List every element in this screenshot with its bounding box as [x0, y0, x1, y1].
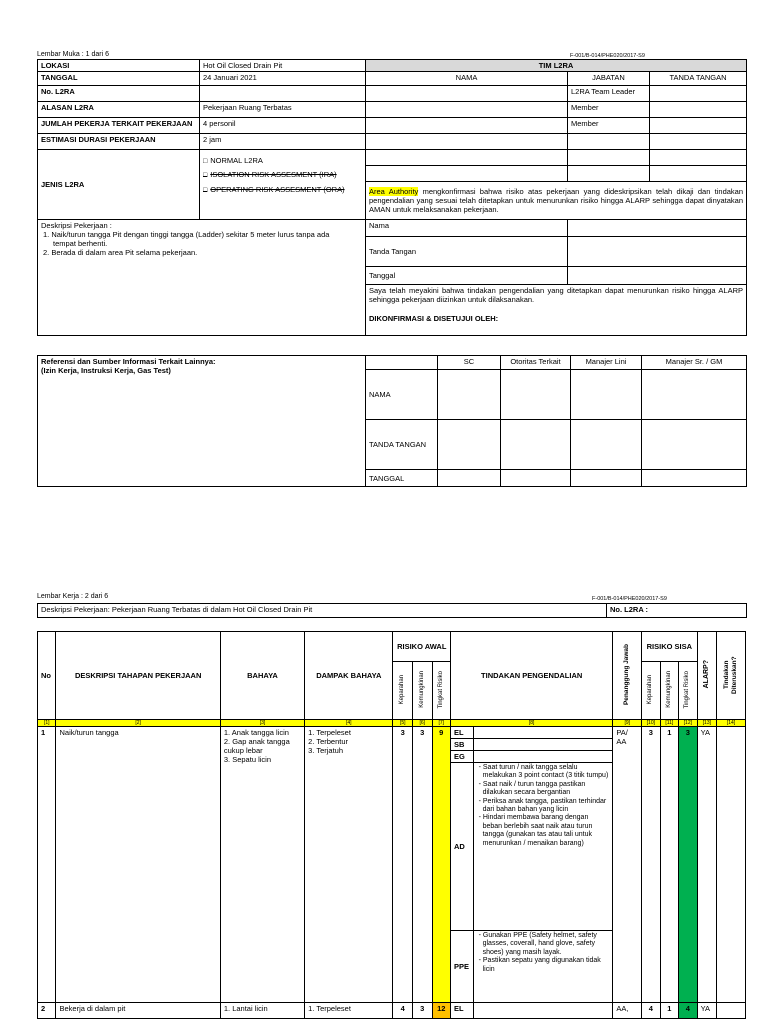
hazard-item: 3. Sepatu licin: [223, 755, 271, 764]
field-value[interactable]: Hot Oil Closed Drain Pit: [200, 60, 366, 72]
confirmed-label: DIKONFIRMASI & DISETUJUI OLEH:: [369, 314, 499, 323]
approval-cell[interactable]: [501, 420, 571, 470]
initial-risk-level: 12: [432, 1003, 451, 1019]
control-item: - Hindari membawa barang dengan beban berlebih saat naik atau turun tangga (gunakan tas atau tali untuk menurunkan / menaikan barang): [483, 814, 610, 848]
approval-statement: [366, 285, 747, 336]
col-alarp: [697, 632, 717, 720]
field-label: ALASAN L2RA: [38, 102, 200, 118]
approval-col: Otoritas Terkait: [501, 356, 571, 370]
ttd-label: Tanda Tangan: [366, 237, 568, 267]
row-impacts: [305, 727, 393, 1003]
initial-severity: 3: [393, 727, 413, 1003]
jenis-options: [200, 150, 366, 220]
control-item: - Gunakan PPE (Safety helmet, safety glasses, coverall, hand glove, safety shoes) yang masih layak.: [483, 932, 610, 957]
row-step: Bekerja di dalam pit: [56, 1003, 220, 1019]
desc-header: Deskripsi Pekerjaan: Pekerjaan Ruang Terbatas di dalam Hot Oil Closed Drain Pit: [38, 604, 607, 618]
reference-sub: (Izin Kerja, Instruksi Kerja, Gas Test): [41, 366, 171, 375]
approval-cell[interactable]: [571, 420, 642, 470]
form-code-2: F-001/B-014/PHE020/2017-S9: [592, 596, 667, 602]
control-code: EG: [451, 751, 474, 763]
team-col-signature: TANDA TANGAN: [650, 72, 747, 86]
approval-cell[interactable]: [571, 470, 642, 487]
col-steps: DESKRIPSI TAHAPAN PEKERJAAN: [56, 632, 220, 720]
work-description: [38, 220, 366, 336]
team-signature-cell[interactable]: [650, 134, 747, 150]
team-name-cell[interactable]: [366, 86, 568, 102]
initial-likelihood: 3: [413, 1003, 433, 1019]
impact-item: 1. Terpeleset: [308, 728, 351, 737]
approval-cell[interactable]: [642, 370, 747, 420]
control-detail: [473, 739, 613, 751]
col-like: Kemungkinan: [665, 671, 672, 708]
field-value[interactable]: 4 personil: [200, 118, 366, 134]
approval-cell[interactable]: [501, 470, 571, 487]
hazard-item: 1. Lantai licin: [220, 1003, 304, 1019]
approval-cell[interactable]: [642, 470, 747, 487]
field-value[interactable]: 24 Januari 2021: [200, 72, 366, 86]
col-number: [1]: [38, 720, 56, 727]
authority-highlight: Area Authority: [369, 187, 419, 196]
residual-likelihood: 1: [660, 727, 678, 1003]
control-detail: [473, 1003, 613, 1019]
team-position: L2RA Team Leader: [568, 86, 650, 102]
control-item: - Saat naik / turun tangga pastikan dilakukan secara bergantian: [483, 781, 610, 798]
cover-sheet-table: [37, 59, 747, 336]
reference-cell: [38, 356, 366, 487]
reference-label: Referensi dan Sumber Informasi Terkait Lainnya:: [41, 357, 216, 366]
col-controls: TINDAKAN PENGENDALIAN: [451, 632, 613, 720]
residual-severity: 3: [642, 727, 660, 1003]
col-number: [8]: [451, 720, 613, 727]
field-label: ESTIMASI DURASI PEKERJAAN: [38, 134, 200, 150]
no-l2ra-label[interactable]: No. L2RA :: [607, 604, 747, 618]
control-item: - Saat turun / naik tangga selalu melakukan 3 point contact (3 titik tumpu): [483, 764, 610, 781]
team-signature-cell[interactable]: [650, 102, 747, 118]
risk-table: [37, 631, 746, 1019]
work-description-item: 1. Naik/turun tangga Pit dengan tinggi tangga (Ladder) sekitar 5 meter lurus tanpa ada tempat berhenti.: [43, 230, 330, 248]
row-followup[interactable]: [717, 1003, 746, 1019]
team-position: Member: [568, 102, 650, 118]
col-like: Kemungkinan: [418, 671, 425, 708]
col-no: No: [38, 632, 56, 720]
col-number: [7]: [432, 720, 451, 727]
field-label: JUMLAH PEKERJA TERKAIT PEKERJAAN: [38, 118, 200, 134]
nama-cell[interactable]: [568, 220, 747, 237]
row-no: 2: [38, 1003, 56, 1019]
col-followup-label: Tindakan Diteruskan?: [723, 655, 739, 694]
control-item: - Pastikan sepatu yang digunakan tidak licin: [483, 957, 610, 974]
team-name-cell[interactable]: [366, 102, 568, 118]
tanggal-cell[interactable]: [568, 267, 747, 285]
table-row: [38, 1003, 746, 1019]
residual-risk-level: 4: [679, 1003, 698, 1019]
col-sev: Keparahan: [647, 674, 654, 705]
col-hazard: BAHAYA: [220, 632, 304, 720]
team-position: Member: [568, 118, 650, 134]
field-value[interactable]: 2 jam: [200, 134, 366, 150]
control-detail: [473, 751, 613, 763]
row-hazards: [220, 727, 304, 1003]
approval-statement-text: Saya telah meyakini bahwa tindakan pengendalian yang ditetapkan dapat menurunkan risiko hingga ALARP sehingga pekerjaan diizinkan untuk dilaksanakan.: [369, 286, 744, 304]
approval-cell[interactable]: [438, 470, 501, 487]
field-label: No. L2RA: [38, 86, 200, 102]
col-level: Tingkat Risiko: [437, 670, 444, 709]
col-initial-risk: RISIKO AWAL: [393, 632, 451, 662]
col-number: [13]: [697, 720, 717, 727]
col-number: [2]: [56, 720, 220, 727]
initial-likelihood: 3: [413, 727, 433, 1003]
impact-item: 1. Terpeleset: [305, 1003, 393, 1019]
jenis-label: JENIS L2RA: [38, 150, 200, 220]
work-description-item: 2. Berada di dalam area Pit selama pekerjaan.: [43, 248, 198, 257]
row-pic: AA,: [613, 1003, 642, 1019]
col-number: [12]: [679, 720, 698, 727]
row-step: Naik/turun tangga: [56, 727, 220, 1003]
team-col-name: NAMA: [366, 72, 568, 86]
control-detail: [473, 727, 613, 739]
approval-col: Manajer Sr. / GM: [642, 356, 747, 370]
approval-table: [37, 355, 747, 487]
residual-likelihood: 1: [660, 1003, 678, 1019]
form-code-1: F-001/B-014/PHE020/2017-S9: [570, 53, 645, 59]
field-value[interactable]: Pekerjaan Ruang Terbatas: [200, 102, 366, 118]
table-row: [38, 727, 746, 739]
work-description-label: Deskripsi Pekerjaan :: [41, 221, 112, 230]
control-code: EL: [451, 1003, 474, 1019]
initial-severity: 4: [393, 1003, 413, 1019]
nama-label: Nama: [366, 220, 568, 237]
hazard-item: 2. Gap anak tangga cukup lebar: [223, 737, 290, 755]
approval-cell[interactable]: [501, 370, 571, 420]
team-name-cell[interactable]: [366, 134, 568, 150]
control-detail-ad: [473, 763, 613, 931]
control-code: EL: [451, 727, 474, 739]
approval-cell[interactable]: [438, 370, 501, 420]
authority-statement: [366, 182, 747, 220]
approval-cell[interactable]: [438, 420, 501, 470]
sheet-label-2: Lembar Kerja : 2 dari 6: [37, 593, 109, 600]
approval-row-label: TANGGAL: [366, 470, 438, 487]
approval-cell[interactable]: [571, 370, 642, 420]
team-col-position: JABATAN: [568, 72, 650, 86]
impact-item: 2. Terbentur: [308, 737, 349, 746]
control-code: AD: [451, 763, 474, 931]
row-pic: PA/ AA: [613, 727, 642, 1003]
initial-risk-level: 9: [432, 727, 451, 1003]
work-sheet-header: [37, 603, 747, 618]
control-code: SB: [451, 739, 474, 751]
jenis-option-ora[interactable]: □ OPERATING RISK ASSESMENT (ORA): [203, 183, 362, 197]
approval-row-label: TANDA TANGAN: [366, 420, 438, 470]
col-number: [6]: [413, 720, 433, 727]
team-signature-cell[interactable]: [650, 118, 747, 134]
sheet-label-1: Lembar Muka : 1 dari 6: [37, 51, 109, 58]
jenis-option-normal[interactable]: □ NORMAL L2RA: [203, 154, 362, 168]
row-followup[interactable]: [717, 727, 746, 1003]
tanggal-label: Tanggal: [366, 267, 568, 285]
col-number: [14]: [717, 720, 746, 727]
col-residual-risk: RISIKO SISA: [642, 632, 697, 662]
field-value[interactable]: [200, 86, 366, 102]
residual-risk-level: 3: [679, 727, 698, 1003]
team-title: TIM L2RA: [366, 60, 747, 72]
approval-cell[interactable]: [642, 420, 747, 470]
col-number: [4]: [305, 720, 393, 727]
col-impact: DAMPAK BAHAYA: [305, 632, 393, 720]
col-followup: [717, 632, 746, 720]
col-number: [3]: [220, 720, 304, 727]
field-label: LOKASI: [38, 60, 200, 72]
authority-text: mengkonfirmasi bahwa risiko atas pekerjaan yang dideskripsikan telah dikaji dan tindakan pengendalian yang sesuai telah ditetapkan untuk menurunkan risiko hingga ALARP sehingga dapat dinyatakan AMAN untuk melaksanakan pekerjaan.: [369, 187, 744, 214]
control-detail-ppe: [473, 931, 613, 1003]
col-number: [9]: [613, 720, 642, 727]
col-pic: [613, 632, 642, 720]
col-sev: Keparahan: [399, 674, 406, 705]
col-number: [10]: [642, 720, 660, 727]
approval-col: Manajer Lini: [571, 356, 642, 370]
control-item: - Periksa anak tangga, pastikan terhindar dari bahan bahan yang licin: [483, 798, 610, 815]
control-code: PPE: [451, 931, 474, 1003]
row-alarp: YA: [697, 1003, 717, 1019]
field-label: TANGGAL: [38, 72, 200, 86]
col-number: [5]: [393, 720, 413, 727]
impact-item: 3. Terjatuh: [308, 746, 344, 755]
team-name-cell[interactable]: [366, 118, 568, 134]
residual-severity: 4: [642, 1003, 660, 1019]
row-no: 1: [38, 727, 56, 1003]
col-level: Tingkat Risiko: [684, 670, 691, 709]
col-pic-label: Penanggung Jawab: [623, 643, 631, 706]
hazard-item: 1. Anak tangga licin: [223, 728, 289, 737]
team-signature-cell[interactable]: [650, 86, 747, 102]
col-number: [11]: [660, 720, 678, 727]
col-alarp-label: ALARP?: [702, 660, 710, 689]
row-alarp: YA: [697, 727, 717, 1003]
ttd-cell[interactable]: [568, 237, 747, 267]
jenis-option-ira[interactable]: □ ISOLATION RISK ASSESMENT (IRA): [203, 168, 362, 182]
approval-row-label: NAMA: [366, 370, 438, 420]
approval-col: SC: [438, 356, 501, 370]
